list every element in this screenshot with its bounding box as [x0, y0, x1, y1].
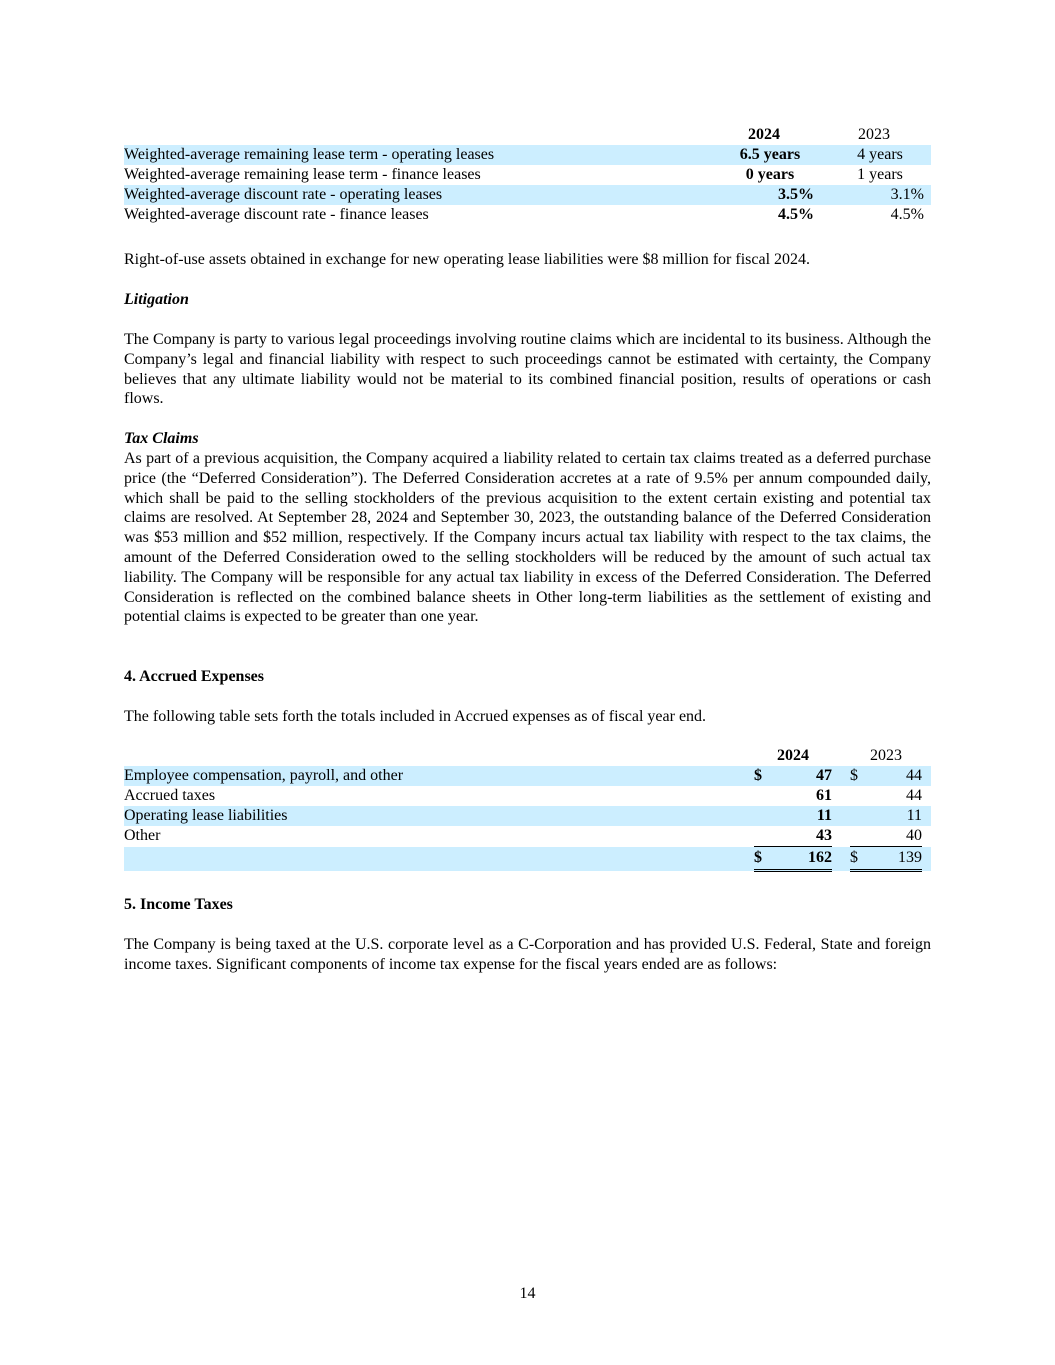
row-value-2023: 11: [860, 806, 922, 826]
income-taxes-paragraph: The Company is being taxed at the U.S. corporate level as a C-Corporation and has provided U.S. Federal, State and foreign income taxes. Significant components of income tax expense for the fiscal years ended are as follows:: [124, 936, 931, 973]
rou-assets-paragraph: Right-of-use assets obtained in exchange for new operating lease liabilities were $8 million for fiscal 2024.: [124, 251, 811, 268]
table-row: [124, 165, 931, 185]
row-value-2024: 43: [816, 827, 832, 844]
table-row: [124, 145, 931, 165]
row-value-2024: 47: [772, 766, 832, 786]
lease-header-2024: 2024: [748, 126, 780, 143]
lease-table-header: [124, 125, 931, 145]
total-value-2023: 139: [860, 847, 922, 871]
row-label: Weighted-average remaining lease term - operating leases: [124, 145, 714, 165]
row-value-2024: 6.5 years: [714, 145, 814, 165]
income-taxes-heading: 5. Income Taxes: [124, 896, 233, 913]
row-value-2024: 11: [772, 806, 832, 826]
row-value-2023: 44: [906, 787, 922, 804]
page-number: 14: [519, 1285, 536, 1302]
table-row: [124, 766, 931, 786]
currency-symbol: $: [850, 767, 858, 784]
row-label: Weighted-average discount rate - finance leases: [124, 206, 429, 223]
litigation-paragraph: The Company is party to various legal proceedings involving routine claims which are incidental to its business. Although the Company’s legal and financial liability with respect to such proceedings cannot be estimated with certainty, the Company believes that any ultimate liability would not be material to its combined financial position, results of operations or cash flows.: [124, 331, 931, 408]
accrued-header-2023: 2023: [870, 747, 902, 764]
table-row: [124, 205, 931, 225]
row-label: Weighted-average remaining lease term - finance leases: [124, 166, 481, 183]
table-row: [124, 185, 931, 205]
accrued-header-2024: 2024: [777, 747, 809, 764]
table-row: [124, 806, 931, 826]
row-value-2024: 0 years: [745, 166, 795, 183]
accrued-expenses-table: [124, 746, 931, 872]
currency-symbol: $: [754, 847, 772, 871]
row-label: Other: [124, 827, 161, 845]
total-row: [124, 847, 931, 871]
row-label: Accrued taxes: [124, 787, 216, 804]
table-row: [124, 826, 931, 847]
row-value-2023: 40: [906, 827, 922, 844]
currency-symbol: $: [850, 847, 860, 871]
row-value-2023: 1 years: [857, 166, 903, 183]
row-value-2023: 4.5%: [890, 206, 924, 223]
row-value-2023: 4 years: [824, 145, 924, 165]
row-value-2023: 44: [860, 766, 922, 786]
accrued-expenses-intro: The following table sets forth the totals included in Accrued expenses as of fiscal year end.: [124, 708, 707, 725]
row-value-2024: 3.5%: [714, 185, 814, 205]
row-value-2024: 4.5%: [778, 206, 814, 223]
row-value-2023: 3.1%: [824, 185, 924, 205]
lease-header-2023: 2023: [858, 126, 890, 143]
currency-symbol: $: [754, 766, 772, 786]
tax-claims-heading: Tax Claims: [124, 430, 199, 447]
litigation-heading: Litigation: [124, 291, 189, 308]
row-value-2024: 61: [816, 787, 832, 804]
total-value-2024: 162: [772, 847, 832, 871]
accrued-expenses-heading: 4. Accrued Expenses: [124, 668, 264, 685]
accrued-table-header: [124, 746, 931, 766]
table-row: [124, 786, 931, 806]
row-label: Weighted-average discount rate - operating leases: [124, 185, 714, 205]
row-label: Employee compensation, payroll, and other: [124, 766, 754, 786]
tax-claims-paragraph: As part of a previous acquisition, the Company acquired a liability related to certain tax claims treated as a deferred purchase price (the “Deferred Consideration”). The Deferred Consideration accretes at a rate of 9.5% per annum compounded daily, which shall be paid to the selling stockholders of the previous acquisition to the extent certain existing and potential tax claims are resolved. At September 28, 2024 and September 30, 2023, the outstanding balance of the Deferred Consideration was $53 million and $52 million, respectively. If the Company incurs actual tax liability with respect to the tax claims, the amount of the Deferred Consideration owed to the selling stockholders will be reduced by the amount of such actual tax liability. The Company will be responsible for any actual tax liability in excess of the Deferred Consideration. The Deferred Consideration is reflected on the combined balance sheets in Other long-term liabilities as the settlement of existing and potential claims is expected to be greater than one year.: [124, 450, 931, 626]
row-label: Operating lease liabilities: [124, 806, 754, 826]
lease-metrics-table: [124, 125, 931, 225]
